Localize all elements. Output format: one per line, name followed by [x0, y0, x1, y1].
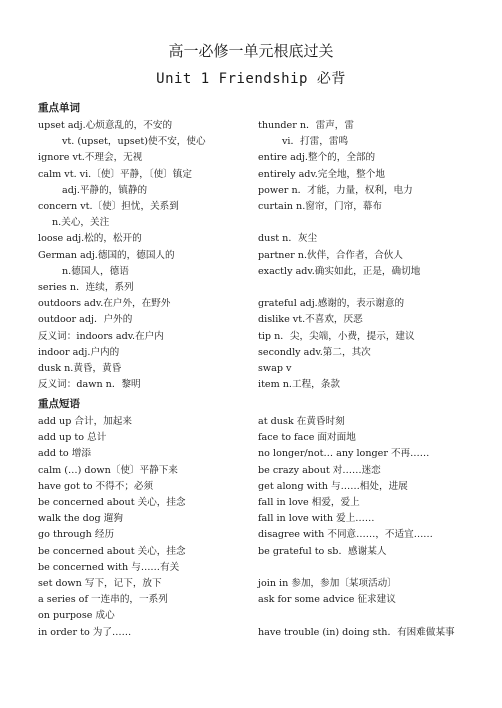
vocab-item: dust n．灰尘: [258, 233, 318, 245]
phrase-item: at dusk 在黄昏时刻: [258, 416, 345, 427]
vocab-item: grateful adj.感谢的，表示谢意的: [258, 298, 405, 310]
vocab-item: secondly adv.第二，其次: [258, 346, 371, 358]
phrase-item: be concerned about 关心，挂念: [38, 497, 186, 509]
phrase-item: be grateful to sb．感谢某人: [258, 545, 387, 557]
vocab-right-column: [258, 118, 420, 393]
phrase-item: be concerned about 关心，挂念: [38, 545, 186, 557]
vocab-item: dusk n.黄昏，黄昏: [38, 363, 122, 375]
vocab-item: entire adj.整个的，全部的: [258, 152, 376, 164]
phrases-left-column: [38, 414, 186, 641]
phrase-item: add to 增添: [38, 448, 91, 460]
vocab-item: series n．连续，系列: [38, 282, 134, 294]
vocab-item: entirely adv.完全地，整个地: [258, 168, 385, 180]
document-title: 高一必修一单元根底过关: [168, 42, 334, 60]
phrase-item: be crazy about 对……迷恋: [258, 464, 381, 476]
vocab-item: power n．才能，力量，权利，电力: [258, 184, 413, 196]
vocab-item: upset adj.心烦意乱的，不安的: [38, 120, 173, 131]
vocab-item: tip n．尖，尖端，小费，提示，建议: [258, 330, 415, 342]
phrase-item: disagree with 不同意……，不适宜……: [258, 529, 433, 541]
vocab-item: 反义词：dawn n．黎明: [38, 379, 141, 391]
phrase-item: fall in love 相爱，爱上: [258, 497, 360, 509]
phrase-item: [258, 560, 455, 576]
phrase-item: in order to 为了……: [38, 626, 132, 638]
phrase-item: go through 经历: [38, 529, 115, 541]
vocab-left-column: [38, 118, 206, 393]
vocab-item: 反义词：indoors adv.在户内: [38, 330, 164, 342]
phrase-item: a series of 一连串的，一系列: [38, 594, 168, 606]
vocab-item: calm vt. vi.〔使〕平静，〔使〕镇定: [38, 168, 192, 180]
vocab-item: partner n.伙伴，合作者，合伙人: [258, 249, 403, 261]
vocab-heading: 重点单词: [38, 102, 80, 114]
vocab-item: concern vt.〔使〕担忧，关系到: [38, 201, 179, 213]
vocab-item: indoor adj.户内的: [38, 346, 120, 358]
vocab-item: adj.平静的，镇静的: [62, 184, 148, 196]
vocab-item: curtain n.窗帘，门帘，幕布: [258, 201, 382, 213]
vocab-item: dislike vt.不喜欢，厌恶: [258, 314, 363, 326]
phrase-item: have got to 不得不；必须: [38, 480, 154, 492]
phrase-item: on purpose 成心: [38, 610, 115, 622]
phrase-item: get along with 与……相处，进展: [258, 480, 408, 492]
vocab-item: n.关心，关注: [52, 217, 110, 229]
phrase-item: no longer/not… any longer 不再……: [258, 448, 430, 460]
phrase-item: set down 写下，记下，放下: [38, 578, 162, 590]
phrase-item: be concerned with 与……有关: [38, 561, 180, 573]
vocab-item: vt. (upset，upset)使不安，使心: [62, 136, 206, 148]
vocab-item: [258, 280, 420, 296]
phrase-item: join in 参加，参加〔某项活动〕: [258, 578, 397, 590]
vocab-item: loose adj.松的，松开的: [38, 233, 142, 245]
vocab-item: German adj.德国的，德国人的: [38, 249, 175, 261]
vocab-item: swap v: [258, 363, 292, 375]
phrase-item: calm (…) down〔使〕平静下来: [38, 464, 178, 476]
phrases-right-column: [258, 414, 455, 641]
phrase-item: have trouble (in) doing sth．有困难做某事: [258, 626, 455, 638]
vocab-item: thunder n．雷声，雷: [258, 120, 354, 131]
phrase-item: ask for some advice 征求建议: [258, 594, 396, 606]
vocab-item: [258, 215, 420, 231]
phrase-item: face to face 面对面地: [258, 432, 356, 444]
vocab-item: outdoors adv.在户外，在野外: [38, 298, 171, 310]
vocab-item: n.德国人，德语: [62, 265, 129, 277]
phrase-item: [258, 608, 455, 624]
vocab-item: outdoor adj．户外的: [38, 314, 133, 326]
phrase-item: fall in love with 爱上……: [258, 513, 375, 525]
vocab-item: ignore vt.不理会，无视: [38, 152, 143, 164]
vocab-item: exactly adv.确实如此，正是，确切地: [258, 265, 421, 277]
phrase-heading: 重点短语: [38, 398, 80, 410]
phrase-item: walk the dog 遛狗: [38, 513, 123, 525]
document-subtitle: Unit 1 Friendship 必背: [156, 71, 346, 87]
phrase-item: add up 合计，加起来: [38, 416, 132, 427]
vocab-item: item n.工程，条款: [258, 379, 340, 391]
phrase-item: add up to 总计: [38, 432, 107, 444]
vocab-item: vi．打雷，雷鸣: [282, 136, 349, 148]
